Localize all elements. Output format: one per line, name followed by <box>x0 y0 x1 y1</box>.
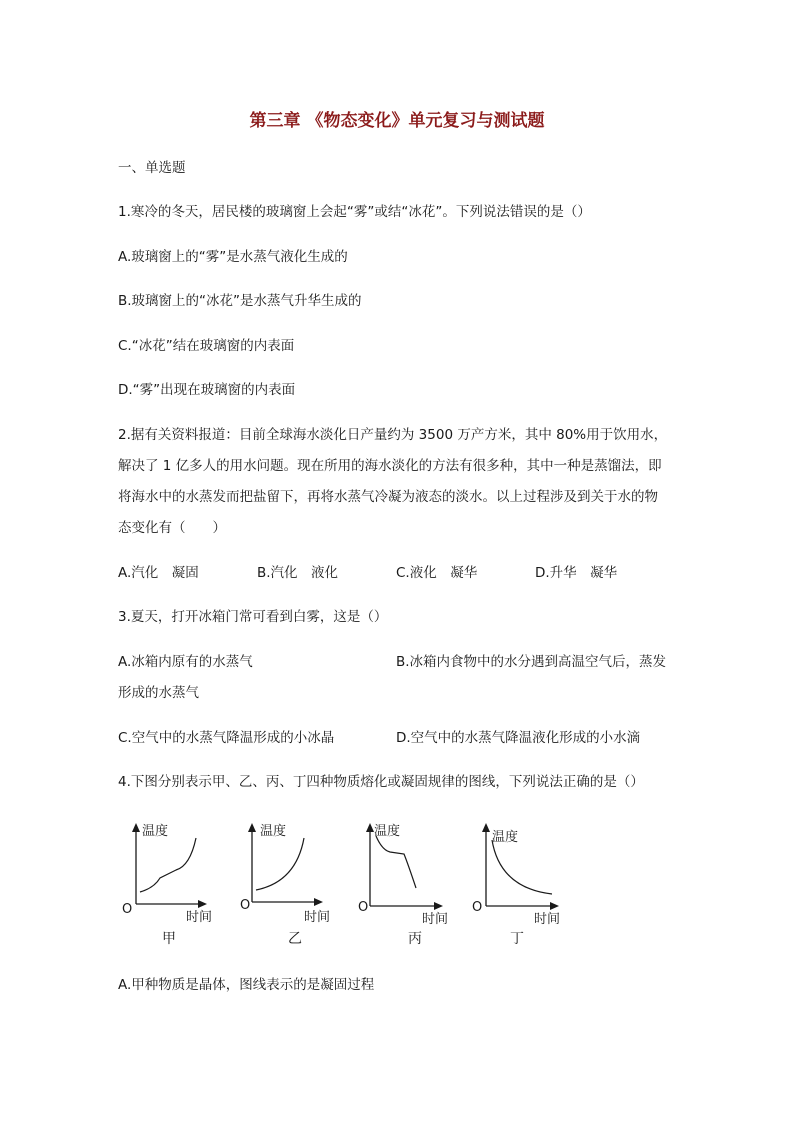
graph-caption: 乙 <box>288 931 302 947</box>
page-title: 第三章 《物态变化》单元复习与测试题 <box>249 111 545 131</box>
curve-bing <box>376 836 416 888</box>
q3-stem: 3.夏天，打开冰箱门常可看到白雾，这是（） <box>118 609 388 625</box>
graph-bing <box>354 818 474 948</box>
q3-option-c: C.空气中的水蒸气降温形成的小冰晶 <box>118 730 335 746</box>
q3-option-d: D.空气中的水蒸气降温液化形成的小水滴 <box>396 730 641 746</box>
origin-label: O <box>240 898 251 913</box>
origin-label: O <box>122 902 133 917</box>
origin-label: O <box>358 900 369 915</box>
y-axis-arrow <box>366 823 374 832</box>
y-axis-label: 温度 <box>374 824 401 839</box>
q3-option-b-cont: 形成的水蒸气 <box>118 685 199 701</box>
y-axis-arrow <box>248 823 256 832</box>
q2-stem-line1: 2.据有关资料报道：目前全球海水淡化日产量约为 3500 万产方米，其中 80%用于饮用水， <box>118 427 668 443</box>
q2-stem-line3: 将海水中的水蒸发而把盐留下，再将水蒸气冷凝为液态的淡水。以上过程涉及到关于水的物 <box>118 489 658 505</box>
graph-caption: 丙 <box>408 931 422 947</box>
q2-stem-line2: 解决了 1 亿多人的用水问题。现在所用的海水淡化的方法有很多种，其中一种是蒸馏法，即 <box>118 458 662 474</box>
q2-option-d: D.升华 凝华 <box>535 565 618 581</box>
y-axis-arrow <box>132 823 140 832</box>
q1-option-c: C.“冰花”结在玻璃窗的内表面 <box>118 338 295 354</box>
x-axis-label: 时间 <box>534 912 561 927</box>
graph-caption: 丁 <box>510 931 524 947</box>
q3-option-a: A.冰箱内原有的水蒸气 <box>118 654 253 670</box>
q1-option-d: D.“雾”出现在玻璃窗的内表面 <box>118 382 296 398</box>
x-axis-label: 时间 <box>304 910 331 925</box>
q3-option-b: B.冰箱内食物中的水分遇到高温空气后，蒸发 <box>396 654 667 670</box>
curve-jia <box>140 838 196 892</box>
q1-option-a: A.玻璃窗上的“雾”是水蒸气液化生成的 <box>118 249 348 265</box>
x-axis-label: 时间 <box>422 912 449 927</box>
q1-option-b: B.玻璃窗上的“冰花”是水蒸气升华生成的 <box>118 293 362 309</box>
curve-ding <box>492 840 552 894</box>
y-axis-label: 温度 <box>142 824 169 839</box>
curve-yi <box>256 838 304 890</box>
q2-option-a: A.汽化 凝固 <box>118 565 199 581</box>
q2-option-c: C.液化 凝华 <box>396 565 478 581</box>
q1-stem: 1.寒冷的冬天，居民楼的玻璃窗上会起“雾”或结“冰花”。下列说法错误的是（） <box>118 204 591 220</box>
graph-ding <box>470 818 590 948</box>
q2-stem-line4: 态变化有（ ） <box>118 520 226 536</box>
q2-option-b: B.汽化 液化 <box>257 565 339 581</box>
origin-label: O <box>472 900 483 915</box>
graph-yi <box>236 818 356 948</box>
x-axis-label: 时间 <box>186 910 213 925</box>
q4-stem: 4.下图分别表示甲、乙、丙、丁四种物质熔化或凝固规律的图线，下列说法正确的是（） <box>118 774 644 790</box>
q4-option-a: A.甲种物质是晶体，图线表示的是凝固过程 <box>118 977 375 993</box>
y-axis-arrow <box>482 823 490 832</box>
graph-caption: 甲 <box>162 931 176 947</box>
graph-jia <box>120 818 240 948</box>
section-heading: 一、单选题 <box>118 160 186 176</box>
y-axis-label: 温度 <box>260 824 287 839</box>
y-axis-label: 温度 <box>492 830 519 845</box>
x-axis-arrow <box>314 898 323 906</box>
